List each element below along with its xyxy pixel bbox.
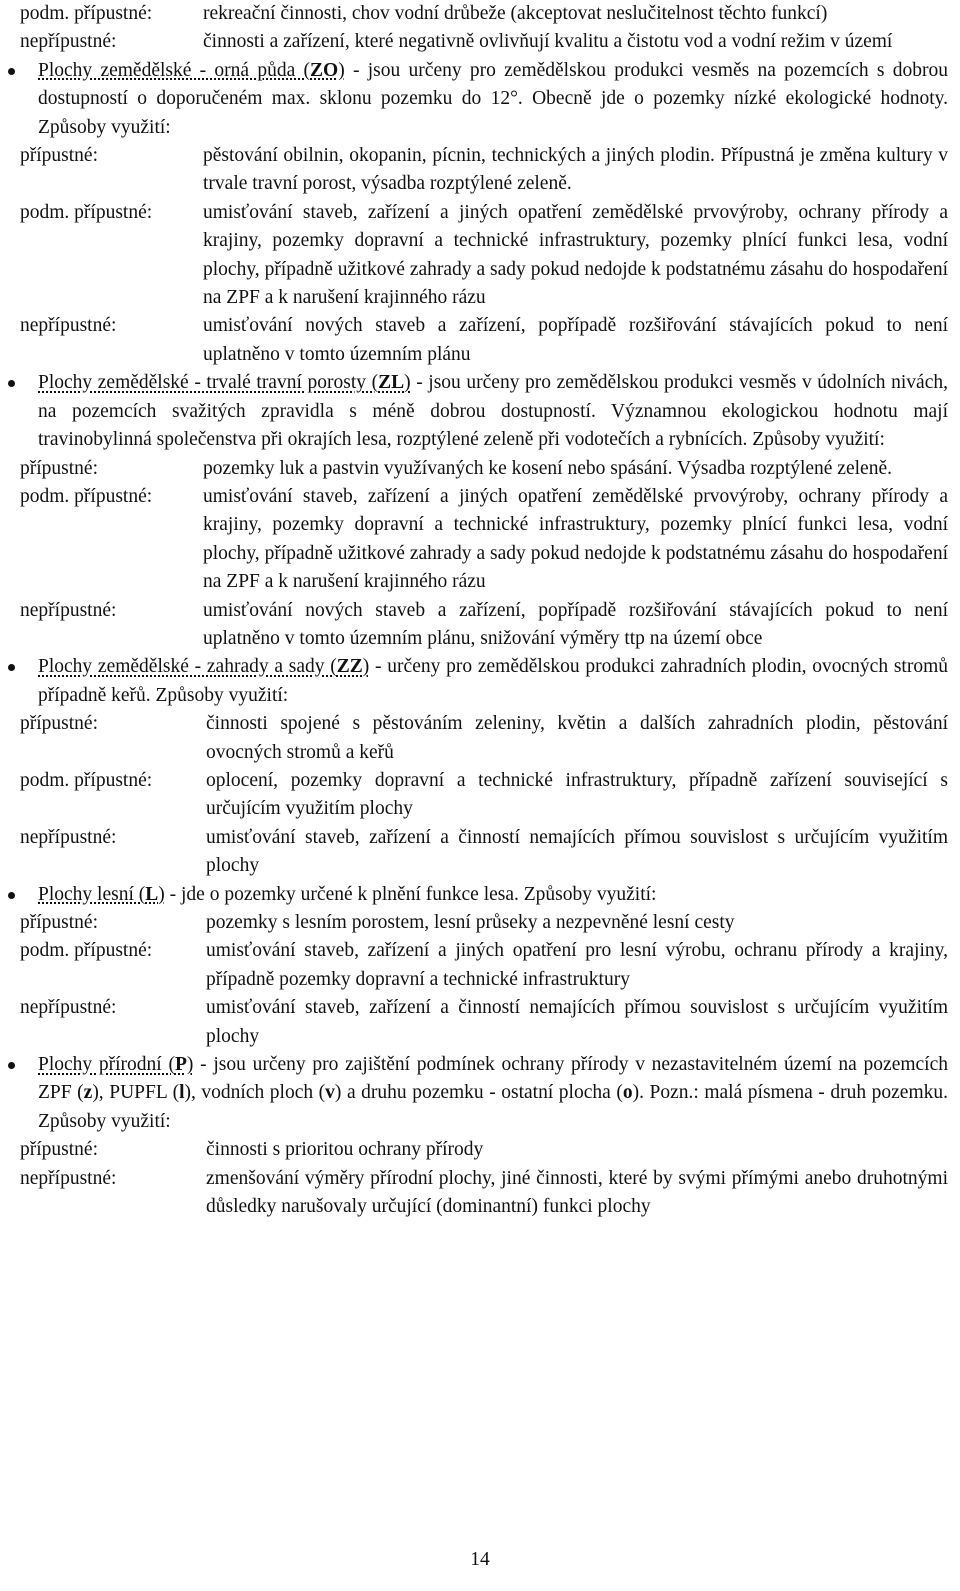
nepr-text: umisťování nových staveb a zařízení, popřípadě rozšiřování stávajících pokud to není uplatněno v tomto územním plánu [203, 315, 948, 365]
pr-text: pozemky s lesním porostem, lesní průseky a nezpevněné lesní cesty [206, 912, 735, 933]
zl-pr-row [20, 455, 948, 483]
section-zl-heading [20, 369, 948, 454]
pr-label: přípustné: [20, 713, 98, 735]
nepr-text: umisťování nových staveb a zařízení, popřípadě rozšiřování stávajících pokud to není uplatněno v tomto územním plánu, snižování výměry ttp na území obce [203, 599, 948, 649]
p-title: Plochy přírodní (P) [38, 1054, 194, 1076]
nepr-text: umisťování staveb, zařízení a činností nemajících přímou souvislost s určujícím využitím plochy [206, 826, 948, 877]
zo-pr-row [20, 142, 948, 199]
nepr-label: nepřípustné: [20, 315, 117, 337]
nepr-text: umisťování staveb, zařízení a činností nemajících přímou souvislost s určujícím využitím plochy [206, 997, 948, 1047]
zz-podm-row [20, 767, 948, 824]
nepr-label: nepřípustné: [20, 1167, 117, 1189]
section-l-heading [20, 881, 948, 909]
l-podm-row [20, 937, 948, 994]
pr-label: přípustné: [20, 1139, 98, 1161]
section-zo-heading [20, 57, 948, 142]
document-body [20, 0, 948, 1221]
zl-desc: - jsou určeny pro zemědělskou produkci vesměs v údolních nivách, na pozemcích svažitých zpravidla s méně dobrou dostupností. Významnou ekologickou hodnotu mají travinobylinná společenstva při okrajích lesa, rozptýlené zeleně při vodotečích a rybnících. Způsoby využití: [38, 372, 948, 451]
section-p-heading: Plochy přírodní (P) - jsou určeny pro zajištění podmínek ochrany přírody v nezastavitelném území na pozemcích ZPF (z), PUPFL (l), vodních ploch (v) a druhu pozemku - ostatní plocha (o). Pozn.: malá písmena - druh pozemku. Způsoby využití: [20, 1051, 948, 1136]
zl-title: Plochy zemědělské - trvalé travní porosty (ZL) [38, 372, 411, 394]
intro-nepr-row [20, 28, 948, 56]
podm-text: oplocení, pozemky dopravní a technické infrastruktury, případně zařízení související s určujícím využitím plochy [206, 769, 948, 820]
zz-desc: - určeny pro zemědělskou produkci zahradních plodin, ovocných stromů případně keřů. Způsoby využití: [38, 656, 949, 706]
podm-text: rekreační činnosti, chov vodní drůbeže (akceptovat neslučitelnost těchto funkcí) [203, 3, 828, 24]
nepr-label: nepřípustné: [20, 31, 117, 53]
nepr-label: nepřípustné: [20, 826, 117, 848]
zz-title: Plochy zemědělské - zahrady a sady (ZZ) [38, 656, 370, 678]
zo-desc: - jsou určeny pro zemědělskou produkci vesměs na pozemcích s dobrou dostupností o doporučeném max. sklonu pozemku do 12°. Obecně jde o pozemky nízké ekologické hodnoty. Způsoby využití: [38, 59, 948, 138]
zl-nepr-row [20, 597, 948, 654]
zo-title: Plochy zemědělské - orná půda (ZO) [38, 59, 345, 81]
zl-podm-row [20, 483, 948, 597]
podm-text: umisťování staveb, zařízení a jiných opatření pro lesní výrobu, ochranu přírody a krajiny, případně pozemky dopravní a technické infrastruktury [206, 940, 948, 990]
zz-nepr-row [20, 824, 948, 881]
l-title: Plochy lesní (L) [38, 883, 165, 905]
p-pr-row [20, 1136, 948, 1164]
intro-podm-row [20, 0, 948, 28]
podm-text: umisťování staveb, zařízení a jiných opatření zemědělské prvovýroby, ochrany přírody a krajiny, pozemky dopravní a technické infrastruktury, pozemky plnící funkci lesa, vodní plochy, případně užitkové zahrady a sady pokud nedojde k podstatnému zásahu do hospodaření na ZPF a k narušení krajinného rázu [203, 201, 948, 309]
podm-label: podm. přípustné: [20, 3, 153, 24]
pr-label: přípustné: [20, 145, 98, 167]
podm-label: podm. přípustné: [20, 769, 153, 791]
section-zz-heading [20, 653, 948, 710]
podm-label: podm. přípustné: [20, 940, 153, 962]
l-desc: - jde o pozemky určené k plnění funkce lesa. Způsoby využití: [164, 883, 657, 905]
pr-text: pozemky luk a pastvin využívaných ke kosení nebo spásání. Výsadba rozptýlené zeleně. [203, 457, 892, 479]
page-number: 14 [470, 1549, 490, 1570]
nepr-label: nepřípustné: [20, 599, 117, 621]
pr-text: pěstování obilnin, okopanin, pícnin, technických a jiných plodin. Přípustná je změna kultury v trvale travní porost, výsadba rozptýlené zeleně. [203, 145, 948, 195]
nepr-text: zmenšování výměry přírodní plochy, jiné činnosti, které by svými přímými anebo druhotnými důsledky narušovaly určující (dominantní) funkci plochy [206, 1167, 948, 1218]
nepr-label: nepřípustné: [20, 997, 117, 1019]
zo-podm-row [20, 199, 948, 313]
l-pr-row [20, 909, 948, 937]
pr-label: přípustné: [20, 457, 98, 479]
pr-text: činnosti s prioritou ochrany přírody [206, 1139, 484, 1161]
zo-nepr-row [20, 312, 948, 369]
zz-pr-row [20, 710, 948, 767]
l-nepr-row [20, 994, 948, 1051]
podm-label: podm. přípustné: [20, 485, 153, 507]
p-nepr-row [20, 1165, 948, 1222]
podm-label: podm. přípustné: [20, 201, 153, 223]
nepr-text: činnosti a zařízení, které negativně ovlivňují kvalitu a čistotu vod a vodní režim v území [203, 31, 893, 53]
pr-label: přípustné: [20, 912, 98, 933]
pr-text: činnosti spojené s pěstováním zeleniny, květin a dalších zahradních plodin, pěstování ovocných stromů a keřů [206, 713, 948, 763]
podm-text: umisťování staveb, zařízení a jiných opatření zemědělské prvovýroby, ochrany přírody a krajiny, pozemky dopravní a technické infrastruktury, pozemky plnící funkci lesa, vodní plochy, případně užitkové zahrady a sady pokud nedojde k podstatnému zásahu do hospodaření na ZPF a k narušení krajinného rázu [203, 485, 948, 593]
